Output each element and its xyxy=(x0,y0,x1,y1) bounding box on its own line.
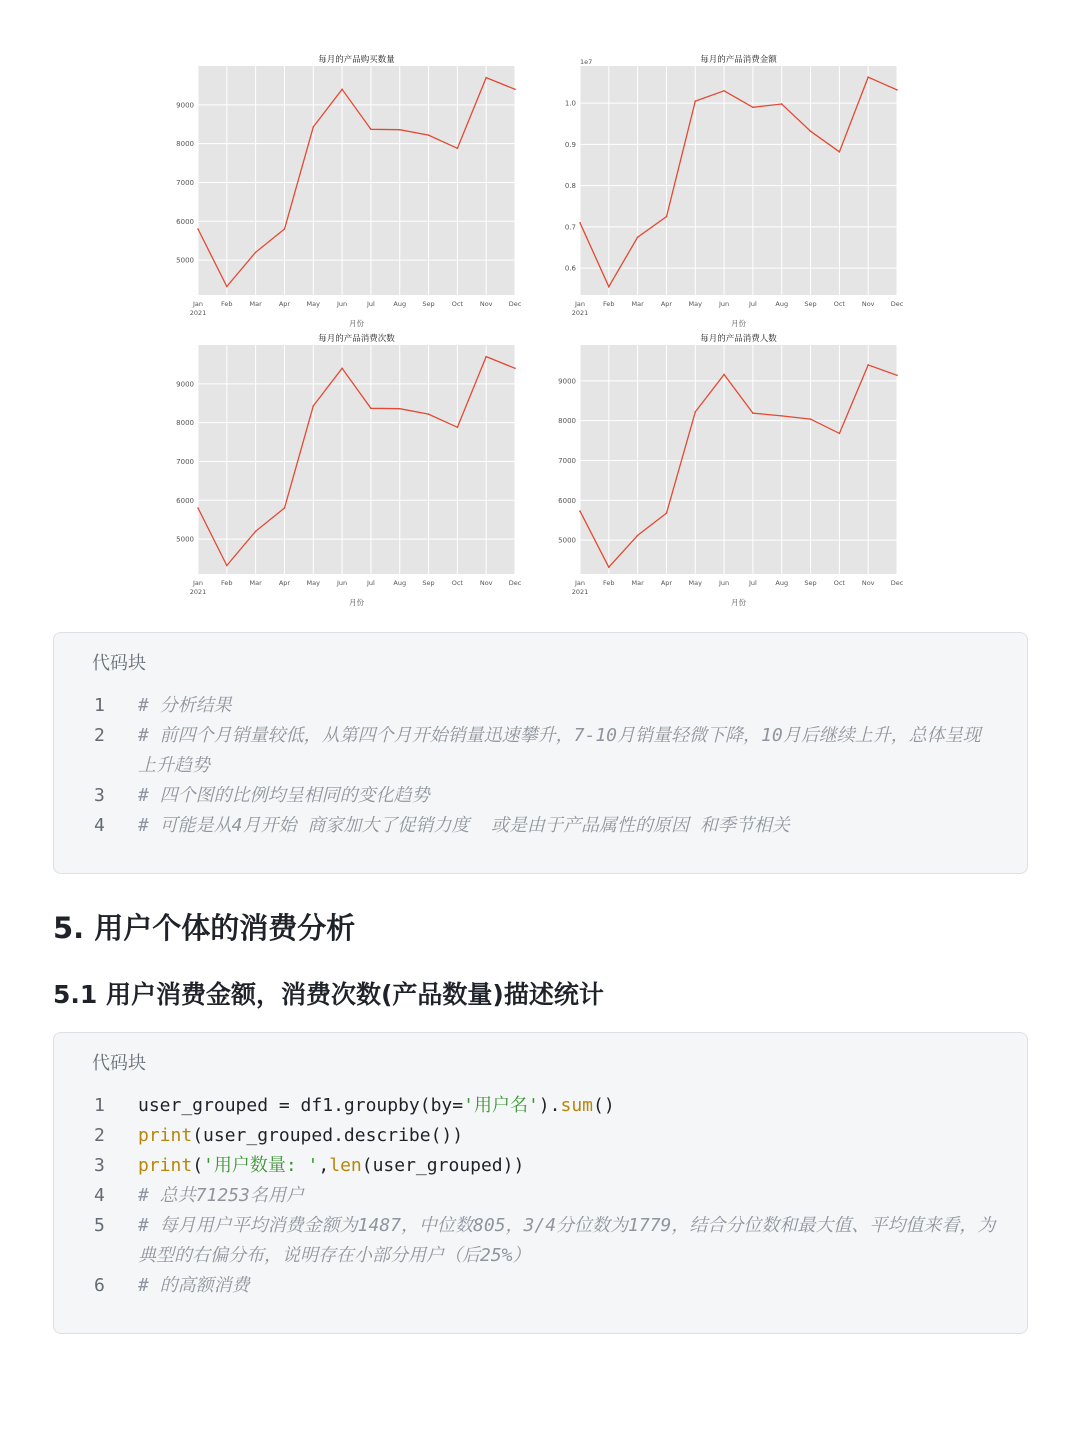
code-token: , xyxy=(318,1155,330,1176)
line-code xyxy=(138,1271,997,1301)
data-point xyxy=(839,433,841,435)
data-point xyxy=(810,418,812,420)
code-token: ). xyxy=(538,1095,561,1116)
chart-title: 每月的产品消费人数 xyxy=(700,334,777,344)
x-tick-label: Apr xyxy=(660,300,673,308)
data-point xyxy=(341,367,343,369)
data-point xyxy=(457,426,459,428)
y-tick-label: 6000 xyxy=(176,496,194,505)
x-year-label: 2021 xyxy=(189,309,207,317)
x-tick-label: Mar xyxy=(631,579,644,587)
x-tick-label: Aug xyxy=(393,579,407,587)
y-offset-label: 1e7 xyxy=(580,58,593,66)
data-point xyxy=(637,535,639,537)
code-line xyxy=(92,721,997,781)
y-tick-label: 5000 xyxy=(176,535,194,544)
code-line xyxy=(92,1271,997,1301)
plot-area xyxy=(198,345,515,574)
line-chart-1 xyxy=(176,54,522,328)
code-token: ( xyxy=(192,1155,204,1176)
data-point xyxy=(399,408,401,410)
x-tick-label: Jan xyxy=(192,579,204,587)
x-tick-label: May xyxy=(688,579,702,587)
x-tick-label: Mar xyxy=(249,579,262,587)
monthly-line-charts-figure xyxy=(0,0,1080,620)
y-tick-label: 7000 xyxy=(176,178,194,187)
data-point xyxy=(752,106,754,108)
line-code xyxy=(138,721,997,781)
line-code xyxy=(138,1151,997,1181)
x-tick-label: Dec xyxy=(508,300,522,308)
code-line xyxy=(92,1091,997,1121)
code-token: len xyxy=(329,1155,362,1176)
y-tick-label: 0.7 xyxy=(564,223,576,232)
x-tick-label: Sep xyxy=(422,579,435,587)
data-point xyxy=(457,147,459,149)
data-point xyxy=(867,364,869,366)
code-token: # 的高额消费 xyxy=(138,1275,250,1296)
x-tick-label: Jan xyxy=(192,300,204,308)
x-tick-label: Jul xyxy=(366,300,375,308)
data-point xyxy=(428,413,430,415)
data-point xyxy=(370,128,372,130)
data-point xyxy=(197,228,199,230)
line-code xyxy=(138,811,997,841)
line-number: 3 xyxy=(94,785,105,806)
data-point xyxy=(284,228,286,230)
x-tick-label: Jun xyxy=(337,300,348,308)
data-point xyxy=(579,510,581,512)
data-point xyxy=(312,126,314,128)
line-code xyxy=(138,1211,997,1271)
data-point xyxy=(723,374,725,376)
x-tick-label: Aug xyxy=(775,579,789,587)
code-token: # 可能是从4月开始 商家加大了促销力度 或是由于产品属性的原因 和季节相关 xyxy=(138,815,790,836)
data-point xyxy=(781,103,783,105)
data-point xyxy=(255,531,257,533)
section-heading-5: 5. 用户个体的消费分析 xyxy=(53,911,356,945)
x-tick-label: Mar xyxy=(249,300,262,308)
data-point xyxy=(637,236,639,238)
x-tick-label: Mar xyxy=(631,300,644,308)
code-token: # 每月用户平均消费金额为1487，中位数805，3/4分位数为1779，结合分位数和最大值、平均值来看，为典型的右偏分布，说明存在小部分用户（后25%） xyxy=(138,1215,996,1266)
data-point xyxy=(485,77,487,79)
x-tick-label: Dec xyxy=(890,579,904,587)
code-block-label: 代码块 xyxy=(92,1053,146,1074)
y-tick-label: 8000 xyxy=(176,419,194,428)
data-point xyxy=(752,412,754,414)
line-number: 5 xyxy=(94,1215,105,1236)
line-chart-3 xyxy=(176,333,522,607)
x-tick-label: Jul xyxy=(748,300,757,308)
y-tick-label: 8000 xyxy=(176,140,194,149)
plot-area xyxy=(580,66,897,295)
y-tick-label: 9000 xyxy=(558,377,576,386)
data-point xyxy=(514,367,516,369)
data-point xyxy=(197,507,199,509)
data-point xyxy=(226,286,228,288)
x-tick-label: Feb xyxy=(603,300,615,308)
x-tick-label: Oct xyxy=(833,300,845,308)
code-token: # 前四个月销量较低，从第四个月开始销量迅速攀升，7-10月销量轻微下降，10月后继续上升，总体呈现上升趋势 xyxy=(138,725,981,776)
x-tick-label: Nov xyxy=(861,579,875,587)
x-tick-label: May xyxy=(306,300,320,308)
x-tick-label: Feb xyxy=(221,300,233,308)
x-tick-label: Dec xyxy=(508,579,522,587)
chart-title: 每月的产品购买数量 xyxy=(318,55,395,65)
line-number: 4 xyxy=(94,815,105,836)
y-tick-label: 9000 xyxy=(176,380,194,389)
code-token: print xyxy=(138,1125,193,1146)
x-tick-label: Apr xyxy=(660,579,673,587)
x-tick-label: Jul xyxy=(748,579,757,587)
code-token: () xyxy=(593,1095,615,1116)
data-point xyxy=(428,134,430,136)
line-code xyxy=(138,691,997,721)
data-point xyxy=(608,286,610,288)
line-code xyxy=(138,1181,997,1211)
code-line xyxy=(92,781,997,811)
x-year-label: 2021 xyxy=(189,588,207,596)
y-tick-label: 9000 xyxy=(176,101,194,110)
x-tick-label: Oct xyxy=(833,579,845,587)
data-point xyxy=(226,565,228,567)
data-point xyxy=(579,222,581,224)
y-tick-label: 7000 xyxy=(176,457,194,466)
data-point xyxy=(810,130,812,132)
line-number: 1 xyxy=(94,1095,105,1116)
data-point xyxy=(723,90,725,92)
x-tick-label: Apr xyxy=(278,579,291,587)
line-code xyxy=(138,1091,997,1121)
data-point xyxy=(255,252,257,254)
x-tick-label: Jan xyxy=(574,300,586,308)
data-point xyxy=(341,88,343,90)
y-tick-label: 0.8 xyxy=(564,182,576,191)
x-tick-label: Jun xyxy=(337,579,348,587)
data-point xyxy=(839,151,841,153)
code-line xyxy=(92,1121,997,1151)
x-tick-label: Sep xyxy=(804,300,817,308)
data-point xyxy=(399,129,401,131)
y-tick-label: 5000 xyxy=(176,256,194,265)
line-code xyxy=(138,781,997,811)
data-point xyxy=(781,415,783,417)
chart-title: 每月的产品消费次数 xyxy=(318,334,395,344)
code-line xyxy=(92,691,997,721)
code-token: print xyxy=(138,1155,193,1176)
x-axis-label: 月份 xyxy=(349,598,364,607)
data-point xyxy=(485,356,487,358)
x-tick-label: Sep xyxy=(804,579,817,587)
y-tick-label: 6000 xyxy=(558,496,576,505)
code-token: sum xyxy=(560,1095,593,1116)
code-line xyxy=(92,811,997,841)
x-tick-label: Jun xyxy=(719,579,730,587)
x-tick-label: Jan xyxy=(574,579,586,587)
chart-title: 每月的产品消费金额 xyxy=(700,55,777,65)
line-number: 6 xyxy=(94,1275,105,1296)
x-tick-label: Oct xyxy=(451,300,463,308)
data-point xyxy=(370,407,372,409)
line-number: 2 xyxy=(94,725,105,746)
x-tick-label: Feb xyxy=(221,579,233,587)
line-chart-2 xyxy=(565,54,904,328)
y-tick-label: 8000 xyxy=(558,417,576,426)
code-token: (user_grouped.describe()) xyxy=(192,1125,464,1146)
x-tick-label: Dec xyxy=(890,300,904,308)
data-point xyxy=(896,374,898,376)
data-point xyxy=(608,566,610,568)
code-line xyxy=(92,1181,997,1211)
data-point xyxy=(514,88,516,90)
data-point xyxy=(666,216,668,218)
code-token: # 四个图的比例均呈相同的变化趋势 xyxy=(138,785,430,806)
code-token: # 分析结果 xyxy=(138,695,232,716)
line-chart-4 xyxy=(558,333,904,607)
x-tick-label: Nov xyxy=(479,300,493,308)
y-tick-label: 6000 xyxy=(176,217,194,226)
plot-area xyxy=(198,66,515,295)
x-tick-label: Jul xyxy=(366,579,375,587)
code-token: # 总共71253名用户 xyxy=(138,1185,304,1206)
x-tick-label: Oct xyxy=(451,579,463,587)
x-axis-label: 月份 xyxy=(731,319,746,328)
x-tick-label: Nov xyxy=(861,300,875,308)
line-number: 4 xyxy=(94,1185,105,1206)
y-tick-label: 5000 xyxy=(558,536,576,545)
y-tick-label: 0.9 xyxy=(564,140,576,149)
y-tick-label: 1.0 xyxy=(564,99,576,108)
code-lines xyxy=(92,1091,997,1301)
x-tick-label: Jun xyxy=(719,300,730,308)
x-tick-label: Nov xyxy=(479,579,493,587)
x-tick-label: Apr xyxy=(278,300,291,308)
code-line xyxy=(92,1151,997,1181)
data-point xyxy=(896,89,898,91)
code-line xyxy=(92,1211,997,1271)
x-axis-label: 月份 xyxy=(349,319,364,328)
x-year-label: 2021 xyxy=(571,588,589,596)
line-number: 3 xyxy=(94,1155,105,1176)
data-point xyxy=(867,76,869,78)
data-point xyxy=(312,405,314,407)
code-block-label: 代码块 xyxy=(92,653,146,674)
code-token: '用户数量: ' xyxy=(203,1155,319,1176)
x-axis-label: 月份 xyxy=(731,598,746,607)
x-year-label: 2021 xyxy=(571,309,589,317)
y-tick-label: 7000 xyxy=(558,456,576,465)
code-block-analysis-result xyxy=(53,632,1028,874)
data-point xyxy=(284,507,286,509)
code-token: (user_grouped)) xyxy=(361,1155,525,1176)
line-number: 1 xyxy=(94,695,105,716)
section-heading-5-1: 5.1 用户消费金额，消费次数(产品数量)描述统计 xyxy=(53,980,604,1009)
data-point xyxy=(666,512,668,514)
y-tick-label: 0.6 xyxy=(564,264,576,273)
x-tick-label: Sep xyxy=(422,300,435,308)
data-point xyxy=(694,100,696,102)
code-block-user-stats xyxy=(53,1032,1028,1334)
x-tick-label: Aug xyxy=(775,300,789,308)
line-code xyxy=(138,1121,997,1151)
x-tick-label: May xyxy=(306,579,320,587)
code-lines xyxy=(92,691,997,841)
code-token: '用户名' xyxy=(463,1095,539,1116)
x-tick-label: Feb xyxy=(603,579,615,587)
x-tick-label: Aug xyxy=(393,300,407,308)
line-number: 2 xyxy=(94,1125,105,1146)
code-token: user_grouped = df1.groupby(by= xyxy=(138,1095,464,1116)
x-tick-label: May xyxy=(688,300,702,308)
data-point xyxy=(694,411,696,413)
